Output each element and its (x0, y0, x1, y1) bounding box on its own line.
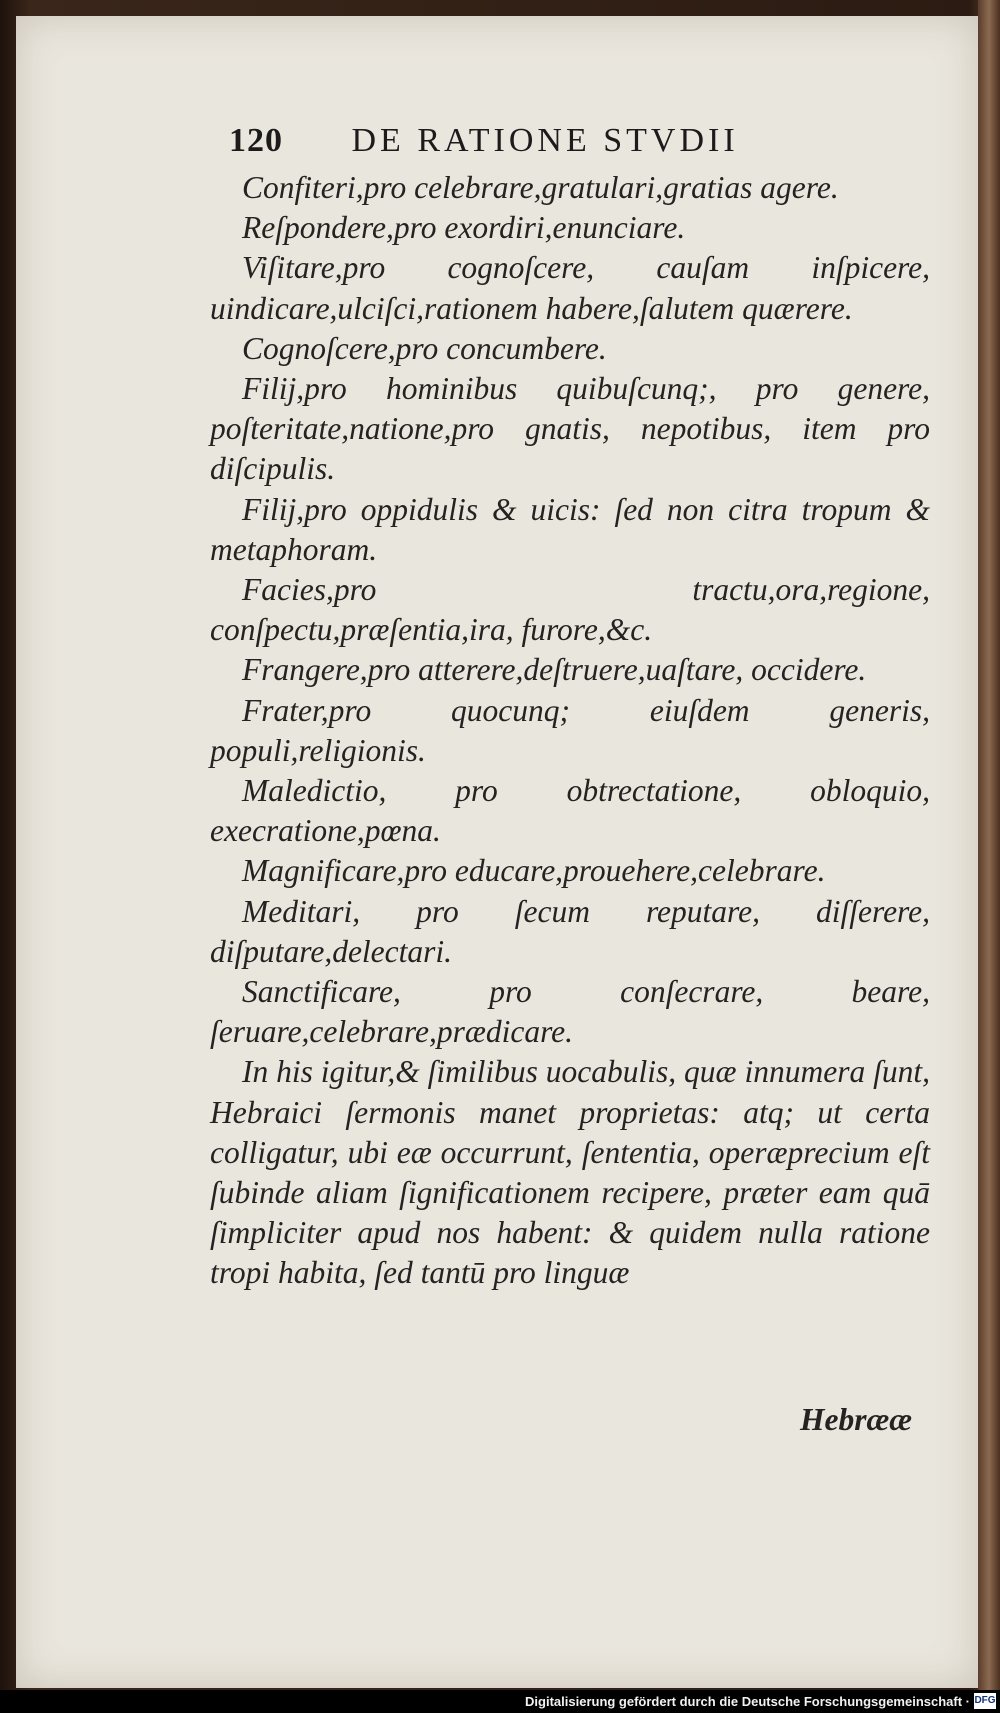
dfg-logo: DFG (974, 1693, 996, 1709)
catchword: Hebrææ (800, 1402, 912, 1437)
paragraph (210, 490, 930, 570)
paragraph-text: Sanctificare, pro conſecrare, beare, ſeruare,celebrare,prædicare. (210, 974, 930, 1050)
running-title: DE RATIONE STVDII (351, 122, 739, 159)
paragraph (210, 972, 930, 1052)
paragraph (210, 691, 930, 771)
paragraph (210, 771, 930, 851)
book-edge (978, 0, 1000, 1713)
paragraph-text: Facies,pro tractu,ora,regione, conſpectu,præſentia,ira, furore,&c. (210, 572, 930, 648)
body-text (210, 168, 930, 1294)
paragraph-text: Magnificare,pro educare,prouehere,celebrare. (242, 853, 826, 889)
paragraph-text: Meditari, pro ſecum reputare, diſſerere, diſputare,delectari. (210, 893, 930, 969)
paragraph (210, 1052, 930, 1293)
paragraph-text: Frangere,pro atterere,deſtruere,uaſtare, occidere. (242, 652, 867, 688)
paragraph (210, 369, 930, 490)
paragraph (210, 168, 930, 208)
paragraph-text: Filij,pro oppidulis & uicis: ſed non citra tropum & metaphoram. (210, 491, 930, 567)
running-header (229, 122, 929, 160)
paragraph (210, 208, 930, 248)
digitization-credit: Digitalisierung gefördert durch die Deutsche Forschungsgemeinschaft · (0, 1690, 1000, 1713)
paragraph-text: Reſpondere,pro exordiri,enunciare. (242, 210, 686, 246)
paragraph (210, 329, 930, 369)
page-number: 120 (229, 122, 283, 159)
paragraph (210, 248, 930, 328)
paragraph-text: Filij,pro hominibus quibuſcunq;, pro genere, poſteritate,natione,pro gnatis, nepotibus, item pro diſcipulis. (210, 371, 930, 487)
paragraph (210, 650, 930, 690)
paragraph-text: In his igitur,& ſimilibus uocabulis, quæ innumera ſunt, Hebraici ſermonis manet proprietas: atq; ut certa colligatur, ubi eæ occurrunt, ſententia, operæprecium eſt ſubinde aliam ſignificationem recipere, præter eam quā ſimpliciter apud nos habent: & quidem nulla ratione tropi habita, ſed tantū pro linguæ (210, 1054, 930, 1291)
paragraph-text: Confiteri,pro celebrare,gratulari,gratias agere. (242, 170, 839, 205)
paragraph-text: Cognoſcere,pro concumbere. (242, 330, 607, 366)
paragraph-text: Maledictio, pro obtrectatione, obloquio, execratione,pœna. (210, 773, 930, 849)
paragraph (210, 851, 930, 891)
paragraph (210, 570, 930, 650)
paragraph (210, 892, 930, 972)
paragraph-text: Viſitare,pro cognoſcere, cauſam inſpicere, uindicare,ulciſci,rationem habere,ſalutem quærere. (210, 250, 930, 326)
paragraph-text: Frater,pro quocunq; eiuſdem generis, populi,religionis. (210, 692, 930, 768)
